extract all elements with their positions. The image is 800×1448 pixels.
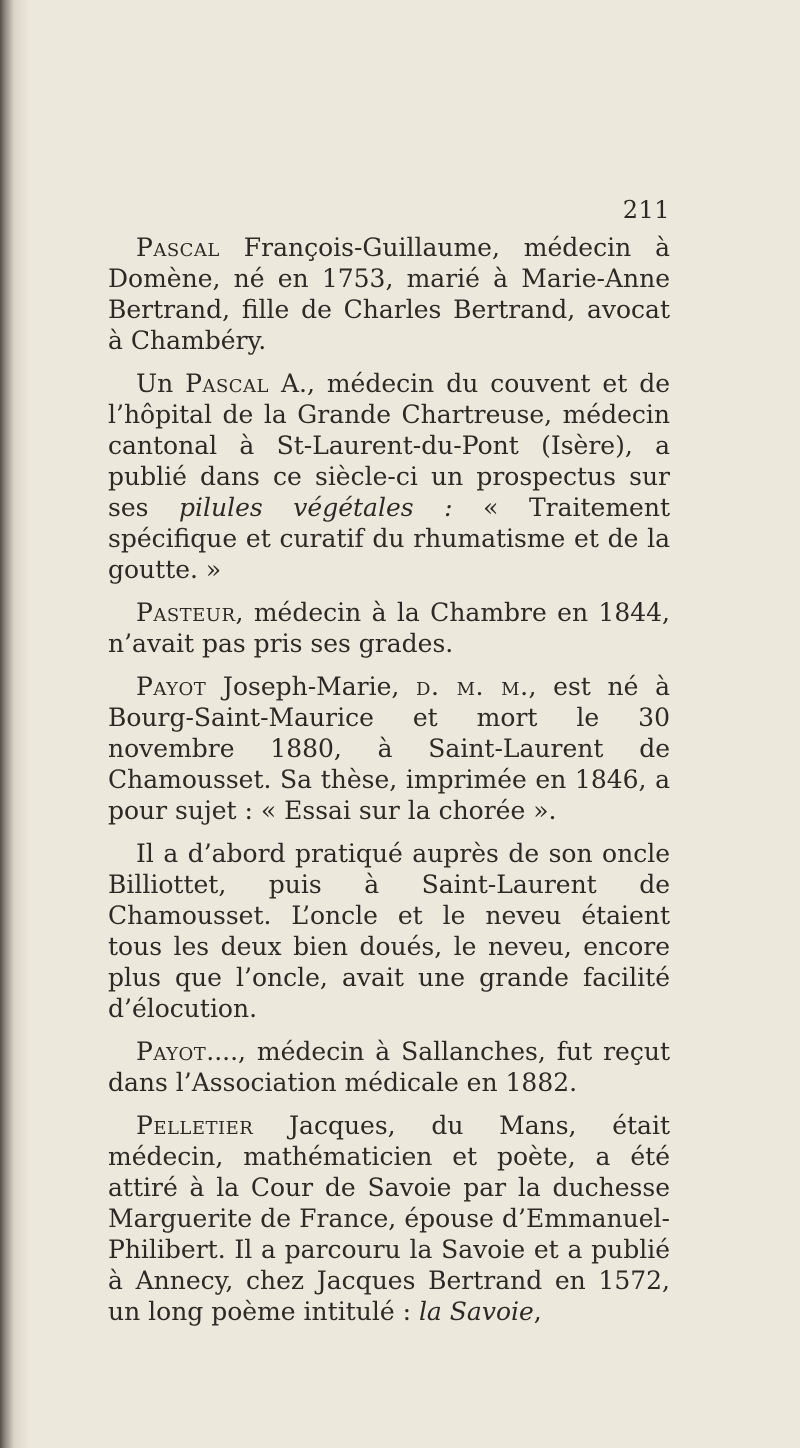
- italic-title: la Savoie: [418, 1297, 534, 1326]
- surname: Pelletier: [136, 1111, 254, 1140]
- paragraph-text: François-Guillaume, médecin à Domène, né en 1753, marié à Marie-Anne Bertrand, fille de Charles Bertrand, avocat à Chambéry.: [108, 233, 670, 355]
- italic-phrase: pilules végétales :: [179, 493, 453, 522]
- paragraph-pascal-francois: [108, 232, 670, 356]
- page-number: 211: [622, 196, 670, 224]
- paragraph-tail: ,: [533, 1297, 542, 1326]
- surname: Payot: [136, 1037, 207, 1066]
- surname: Pascal: [185, 369, 270, 398]
- paragraph-pascal-a: [108, 368, 670, 585]
- paragraph-tail: « Traitement spécifique et curatif du rhumatisme et de la goutte. »: [108, 493, 670, 584]
- paragraph-text: Joseph-Marie,: [206, 672, 417, 701]
- degree-abbreviation: d. m. m.: [416, 672, 529, 701]
- paragraph-text: Il a d’abord pratiqué auprès de son oncle Billiottet, puis à Saint-Laurent de Chamousset. L’oncle et le neveu étaient tous les deux bien doués, le neveu, encore plus que l’oncle, avait une grande facilité d’élocution.: [108, 839, 670, 1023]
- surname: Payot: [136, 672, 207, 701]
- body-text: [108, 232, 670, 1339]
- paragraph-pasteur: [108, 597, 670, 659]
- paragraph-text: A., médecin du couvent et de l’hôpital de la Grande Chartreuse, médecin cantonal à St-Laurent-du-Pont (Isère), a publié dans ce siècle-ci un prospectus sur ses: [108, 369, 670, 522]
- paragraph-prefix: Un: [136, 369, 186, 398]
- paragraph-text: , médecin à la Chambre en 1844, n’avait pas pris ses grades.: [108, 598, 670, 658]
- paragraph-pelletier: [108, 1110, 670, 1327]
- paragraph-payot-continued: [108, 838, 670, 1024]
- paragraph-payot-sallanches: [108, 1036, 670, 1098]
- paragraph-text: ...., médecin à Sallanches, fut reçut dans l’Association médicale en 1882.: [108, 1037, 670, 1097]
- surname: Pasteur: [136, 598, 236, 627]
- paragraph-payot-joseph: [108, 671, 670, 826]
- surname: Pascal: [136, 233, 220, 262]
- paragraph-text: Jacques, du Mans, était médecin, mathématicien et poète, a été attiré à la Cour de Savoie par la duchesse Marguerite de France, épouse d’Emmanuel-Philibert. Il a parcouru la Savoie et a publié à Annecy, chez Jacques Bertrand en 1572, un long poème intitulé :: [108, 1111, 670, 1326]
- paragraph-tail: , est né à Bourg-Saint-Maurice et mort le 30 novembre 1880, à Saint-Laurent de Chamousset. Sa thèse, imprimée en 1846, a pour sujet : « Essai sur la chorée ».: [108, 672, 670, 825]
